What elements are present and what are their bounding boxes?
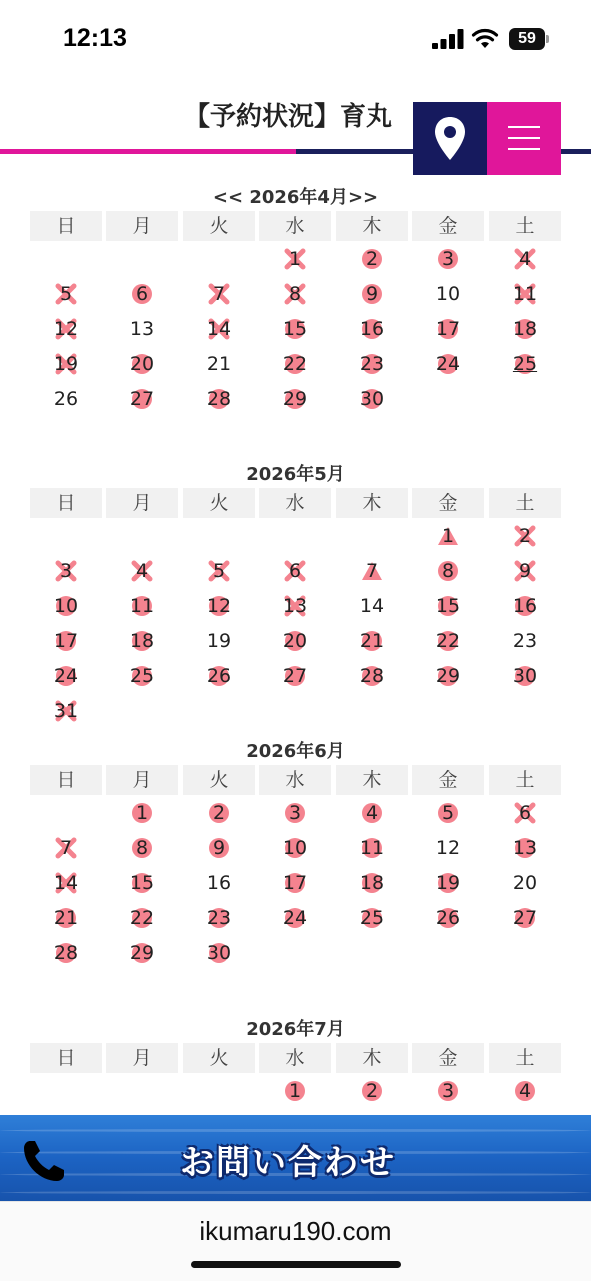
day-number: 14: [206, 318, 232, 340]
day-number: 17: [282, 872, 308, 894]
calendar-day[interactable]: [122, 386, 162, 412]
day-number: 20: [129, 353, 155, 375]
day-number: 2: [365, 1080, 379, 1102]
day-number: 7: [59, 837, 73, 859]
day-number: 18: [512, 318, 538, 340]
weekday-header: 金: [412, 1043, 484, 1073]
day-number: 23: [512, 630, 538, 652]
calendar-title: 2026年6月: [246, 741, 345, 762]
day-number: 6: [518, 802, 532, 824]
day-number: 27: [282, 665, 308, 687]
calendar-day[interactable]: [275, 835, 315, 861]
weekday-header: 木: [336, 488, 408, 518]
weekday-header: 木: [336, 211, 408, 241]
calendar-day[interactable]: [199, 386, 239, 412]
calendar-day[interactable]: [275, 870, 315, 896]
calendar-day[interactable]: [275, 663, 315, 689]
status-time: 12:13: [63, 24, 127, 52]
day-number: 17: [435, 318, 461, 340]
day-number: 29: [129, 942, 155, 964]
calendar-day[interactable]: [428, 905, 468, 931]
day-number: 10: [282, 837, 308, 859]
calendar-day[interactable]: [428, 558, 468, 584]
calendar-day[interactable]: [122, 905, 162, 931]
day-number: 5: [441, 802, 455, 824]
weekday-header: 金: [412, 211, 484, 241]
day-number: 11: [512, 283, 538, 305]
map-button[interactable]: [413, 102, 487, 175]
day-number: 22: [435, 630, 461, 652]
calendar-day: [199, 558, 239, 584]
day-number: 1: [288, 1080, 302, 1102]
calendar-day[interactable]: [505, 316, 545, 342]
day-number: 20: [512, 872, 538, 894]
calendar-day: [505, 870, 545, 896]
calendar-day[interactable]: [199, 800, 239, 826]
day-number: 20: [282, 630, 308, 652]
calendar-day[interactable]: [428, 663, 468, 689]
browser-address-bar[interactable]: [0, 1201, 591, 1281]
day-number: 18: [129, 630, 155, 652]
day-number: 14: [53, 872, 79, 894]
calendar-day: [199, 351, 239, 377]
calendar-day[interactable]: [428, 316, 468, 342]
day-number: 28: [206, 388, 232, 410]
calendar-day: [199, 316, 239, 342]
calendar-day[interactable]: [122, 835, 162, 861]
calendar-day[interactable]: [428, 870, 468, 896]
calendar-day[interactable]: [352, 835, 392, 861]
day-number: 13: [282, 595, 308, 617]
day-number: 7: [212, 283, 226, 305]
calendar-day[interactable]: [122, 628, 162, 654]
map-pin-icon: [413, 102, 487, 175]
day-number: 15: [129, 872, 155, 894]
day-number: 28: [359, 665, 385, 687]
home-indicator[interactable]: [191, 1261, 401, 1268]
day-number: 18: [359, 872, 385, 894]
day-number: 10: [435, 283, 461, 305]
calendar-day: [46, 558, 86, 584]
calendar-day: [46, 316, 86, 342]
day-number: 13: [129, 318, 155, 340]
weekday-header: 水: [259, 211, 331, 241]
day-number: 25: [359, 907, 385, 929]
day-number: 30: [359, 388, 385, 410]
day-number: 9: [365, 283, 379, 305]
weekday-header: 月: [106, 765, 178, 795]
day-number: 29: [435, 665, 461, 687]
day-number: 31: [53, 700, 79, 722]
weekday-header: 土: [489, 488, 561, 518]
calendar-day: [199, 281, 239, 307]
calendar-day[interactable]: [505, 663, 545, 689]
page-title: 【予約状況】育丸: [184, 102, 393, 132]
wifi-icon: [471, 26, 499, 50]
day-number: 26: [53, 388, 79, 410]
calendar-day[interactable]: [46, 940, 86, 966]
weekday-header: 木: [336, 765, 408, 795]
calendar-day[interactable]: [122, 281, 162, 307]
day-number: 10: [53, 595, 79, 617]
url-text: ikumaru190.com: [199, 1216, 392, 1246]
status-bar: [0, 0, 591, 80]
weekday-header: 木: [336, 1043, 408, 1073]
calendar-day[interactable]: [428, 523, 468, 549]
weekday-header: 火: [183, 1043, 255, 1073]
day-number: 25: [129, 665, 155, 687]
calendar-day[interactable]: [505, 905, 545, 931]
day-number: 1: [135, 802, 149, 824]
calendar-day: [352, 593, 392, 619]
weekday-header: 水: [259, 1043, 331, 1073]
calendar-day: [122, 316, 162, 342]
phone-icon: [20, 1137, 68, 1185]
calendar-day[interactable]: [275, 316, 315, 342]
weekday-header: 金: [412, 765, 484, 795]
calendar-day: [199, 628, 239, 654]
calendar-day: [275, 593, 315, 619]
calendar-day[interactable]: [46, 593, 86, 619]
calendar-title: 2026年5月: [246, 464, 345, 485]
calendar-day[interactable]: [199, 835, 239, 861]
day-number: 15: [435, 595, 461, 617]
calendar-day: [122, 558, 162, 584]
battery-level: 59: [518, 30, 536, 47]
calendar-day[interactable]: [352, 628, 392, 654]
day-number: 26: [435, 907, 461, 929]
calendar-day: [505, 281, 545, 307]
calendar-day[interactable]: [428, 246, 468, 272]
cellular-signal-icon: [432, 29, 464, 49]
day-number: 16: [206, 872, 232, 894]
calendar-day[interactable]: [428, 593, 468, 619]
weekday-header: 土: [489, 211, 561, 241]
calendar-day[interactable]: [352, 316, 392, 342]
calendar-day[interactable]: [122, 351, 162, 377]
menu-button[interactable]: [487, 102, 561, 175]
calendar-day[interactable]: [46, 905, 86, 931]
day-number: 30: [512, 665, 538, 687]
day-number: 4: [518, 248, 532, 270]
calendar-day: [46, 351, 86, 377]
calendar-day[interactable]: [352, 663, 392, 689]
calendar-day[interactable]: [275, 905, 315, 931]
calendar-day[interactable]: [122, 940, 162, 966]
calendar-day: [46, 281, 86, 307]
calendar-day: [199, 870, 239, 896]
calendar-day: [505, 246, 545, 272]
day-number: 22: [129, 907, 155, 929]
calendar-day: [275, 281, 315, 307]
weekday-header: 日: [30, 211, 102, 241]
day-number: 2: [365, 248, 379, 270]
weekday-header: 日: [30, 488, 102, 518]
contact-label: お問い合わせ: [180, 1143, 396, 1183]
calendar-day: [505, 628, 545, 654]
calendar-day[interactable]: [275, 351, 315, 377]
day-number: 16: [359, 318, 385, 340]
calendar-day[interactable]: [199, 905, 239, 931]
day-number: 3: [441, 1080, 455, 1102]
day-number: 21: [53, 907, 79, 929]
calendar-day[interactable]: [275, 386, 315, 412]
calendar-day[interactable]: [352, 870, 392, 896]
weekday-header: 土: [489, 765, 561, 795]
calendar-day[interactable]: [275, 1078, 315, 1104]
day-number: 8: [135, 837, 149, 859]
weekday-header: 金: [412, 488, 484, 518]
day-number: 11: [129, 595, 155, 617]
weekday-header: 日: [30, 765, 102, 795]
calendar-day[interactable]: [505, 835, 545, 861]
calendar-day[interactable]: [199, 593, 239, 619]
day-number: 23: [359, 353, 385, 375]
weekday-header: 火: [183, 211, 255, 241]
calendar-day: [428, 281, 468, 307]
calendar-day[interactable]: [352, 351, 392, 377]
weekday-header: 水: [259, 488, 331, 518]
day-number: 27: [512, 907, 538, 929]
weekday-header: 月: [106, 1043, 178, 1073]
day-number: 2: [212, 802, 226, 824]
calendar-day[interactable]: [352, 800, 392, 826]
day-number: 4: [135, 560, 149, 582]
day-number: 19: [435, 872, 461, 894]
weekday-header: 土: [489, 1043, 561, 1073]
day-number: 17: [53, 630, 79, 652]
day-number: 9: [212, 837, 226, 859]
calendar-day[interactable]: [505, 351, 545, 377]
day-number: 19: [53, 353, 79, 375]
contact-banner[interactable]: [0, 1115, 591, 1201]
day-number: 3: [59, 560, 73, 582]
day-number: 1: [288, 248, 302, 270]
day-number: 26: [206, 665, 232, 687]
calendar-day[interactable]: [352, 386, 392, 412]
day-number: 12: [53, 318, 79, 340]
calendar-day[interactable]: [199, 940, 239, 966]
weekday-header: 火: [183, 765, 255, 795]
calendar-day[interactable]: [122, 663, 162, 689]
calendar-day: [505, 523, 545, 549]
calendar-day[interactable]: [428, 800, 468, 826]
calendar-day[interactable]: [428, 628, 468, 654]
calendar-day[interactable]: [46, 628, 86, 654]
calendar-day[interactable]: [352, 905, 392, 931]
calendar-day[interactable]: [122, 870, 162, 896]
day-number: 7: [365, 560, 379, 582]
calendar-day: [275, 558, 315, 584]
day-number: 8: [288, 283, 302, 305]
day-number: 28: [53, 942, 79, 964]
day-number: 29: [282, 388, 308, 410]
day-number: 24: [53, 665, 79, 687]
weekday-header: 火: [183, 488, 255, 518]
weekday-header: 水: [259, 765, 331, 795]
day-number: 19: [206, 630, 232, 652]
hamburger-icon: [508, 126, 540, 128]
day-number: 27: [129, 388, 155, 410]
calendar-day: [505, 800, 545, 826]
day-number: 8: [441, 560, 455, 582]
battery-icon: [509, 28, 549, 50]
weekday-header: 月: [106, 211, 178, 241]
day-number: 5: [212, 560, 226, 582]
day-number: 3: [288, 802, 302, 824]
day-number: 24: [435, 353, 461, 375]
calendar-day[interactable]: [352, 281, 392, 307]
day-number: 24: [282, 907, 308, 929]
calendar-day: [46, 698, 86, 724]
day-number: 21: [206, 353, 232, 375]
day-number: 5: [59, 283, 73, 305]
day-number: 4: [365, 802, 379, 824]
day-number: 22: [282, 353, 308, 375]
calendar-day[interactable]: [352, 1078, 392, 1104]
calendar-day: [505, 558, 545, 584]
calendar-day[interactable]: [428, 351, 468, 377]
calendar-day[interactable]: [122, 593, 162, 619]
day-number: 3: [441, 248, 455, 270]
calendar-day: [275, 246, 315, 272]
calendar-day[interactable]: [505, 593, 545, 619]
calendar-day[interactable]: [46, 663, 86, 689]
calendar-day: [46, 835, 86, 861]
day-number: 23: [206, 907, 232, 929]
calendar-day: [46, 870, 86, 896]
day-number: 12: [435, 837, 461, 859]
day-number: 21: [359, 630, 385, 652]
day-number: 9: [518, 560, 532, 582]
day-number: 13: [512, 837, 538, 859]
calendar-day[interactable]: [122, 800, 162, 826]
day-number: 1: [441, 525, 455, 547]
day-number: 14: [359, 595, 385, 617]
day-number: 6: [288, 560, 302, 582]
calendar-day[interactable]: [275, 628, 315, 654]
day-number: 30: [206, 942, 232, 964]
calendar-day[interactable]: [199, 663, 239, 689]
day-number: 16: [512, 595, 538, 617]
day-number: 6: [135, 283, 149, 305]
calendar-title: 2026年7月: [246, 1019, 345, 1040]
day-number: 15: [282, 318, 308, 340]
weekday-header: 日: [30, 1043, 102, 1073]
day-number: 4: [518, 1080, 532, 1102]
calendar-day: [46, 386, 86, 412]
day-number: 12: [206, 595, 232, 617]
calendar-day[interactable]: [352, 558, 392, 584]
day-number: 11: [359, 837, 385, 859]
calendar-day: [428, 835, 468, 861]
header-accent-bar: [0, 149, 296, 154]
calendar-day[interactable]: [275, 800, 315, 826]
weekday-header: 月: [106, 488, 178, 518]
calendar-day[interactable]: [352, 246, 392, 272]
calendar-day[interactable]: [505, 1078, 545, 1104]
day-number: 2: [518, 525, 532, 547]
calendar-title[interactable]: << 2026年4月>>: [212, 187, 379, 208]
calendar-day[interactable]: [428, 1078, 468, 1104]
day-number: 25: [512, 353, 538, 375]
